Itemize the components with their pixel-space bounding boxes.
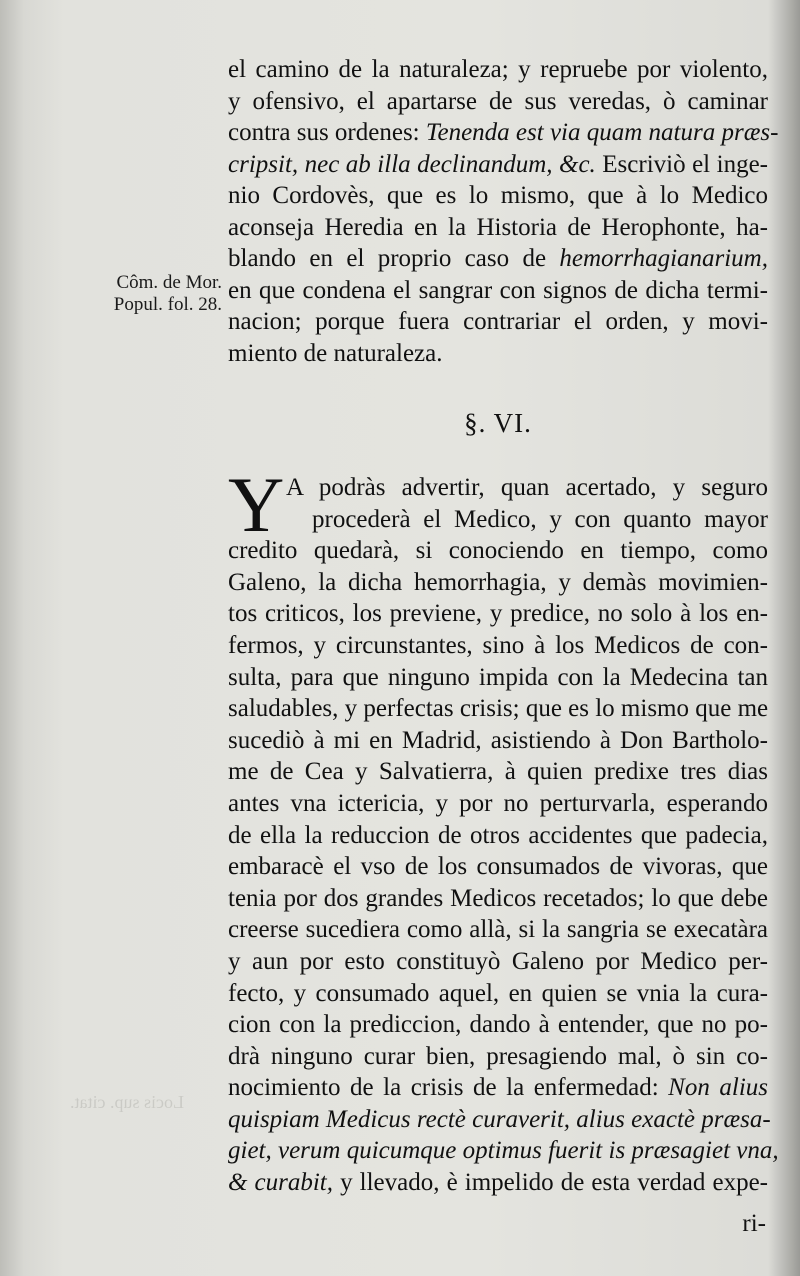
- text-line: contra sus ordenes: Tenenda est via quam natura præs-: [228, 119, 779, 146]
- text-line: el camino de la naturaleza; y repruebe por violento,: [228, 56, 768, 83]
- latin-quote: Tenenda est via quam natura præs-: [425, 119, 779, 146]
- text-line: & curabit, y llevado, è impelido de esta verdad expe-: [228, 1169, 768, 1197]
- text-line: miento de naturaleza.: [228, 339, 443, 367]
- catchword: ri-: [742, 1210, 766, 1237]
- text-line: cripsit, nec ab illa declinandum, &c. Escriviò el inge-: [228, 150, 768, 178]
- text-line: A podràs advertir, quan acertado, y seguro: [286, 474, 768, 501]
- text-line: tos criticos, los previene, y predice, no solo à los en-: [228, 600, 768, 628]
- margin-note: [92, 272, 222, 316]
- margin-note-line: Popul. fol. 28.: [113, 294, 222, 315]
- text-line: me de Cea y Salvatierra, à quien predixe tres dias: [228, 758, 768, 786]
- text-line: fermos, y circunstantes, sino à los Medicos de con-: [228, 631, 768, 659]
- margin-note-line: Côm. de Mor.: [116, 272, 222, 293]
- text-line: fecto, y consumado aquel, en quien se vnia la cura-: [228, 979, 768, 1007]
- text-line: sulta, para que ninguno impida con la Medecina tan: [228, 663, 768, 691]
- text-line: procederà el Medico, y con quanto mayor: [312, 505, 768, 533]
- section-heading: §. VI.: [464, 408, 532, 438]
- text-line: aconseja Heredia en la Historia de Herophonte, ha-: [228, 213, 768, 241]
- text-line: creerse sucediera como allà, si la sangria se execatàra: [228, 916, 768, 944]
- text-line: y ofensivo, el apartarse de sus veredas, ò caminar: [228, 87, 768, 115]
- text-line: antes vna ictericia, y por no perturvarla, esperando: [228, 789, 768, 817]
- text-line: giet, verum quicumque optimus fuerit is præsagiet vna,: [228, 1137, 779, 1165]
- text-line: Galeno, la dicha hemorrhagia, y demàs movimien-: [228, 568, 768, 596]
- latin-quote: & curabit,: [228, 1169, 333, 1197]
- text-line: blando en el proprio caso de hemorrhagianarium,: [228, 245, 768, 272]
- text-line: de ella la reduccion de otros accidentes que padecia,: [228, 821, 768, 849]
- text-line: quispiam Medicus rectè curaverit, alius exactè præsa-: [228, 1105, 771, 1133]
- bleed-through-text: Locis sup. citat.: [70, 1092, 184, 1112]
- paragraph-2: [228, 461, 779, 1199]
- text-line: saludables, y perfectas crisis; que es lo mismo que me: [228, 695, 769, 723]
- text-line: nio Cordovès, que es lo mismo, que à lo Medico: [228, 182, 768, 209]
- latin-quote: Non alius: [668, 1074, 768, 1102]
- text-line: en que condena el sangrar con signos de dicha termi-: [228, 276, 768, 304]
- text-line: drà ninguno curar bien, presagiendo mal, ò sin co-: [228, 1042, 768, 1070]
- text-line: credito quedarà, si conociendo en tiempo, como: [228, 537, 768, 565]
- text-line: tenia por dos grandes Medicos recetados; lo que debe: [228, 884, 768, 912]
- text-line: nacion; porque fuera contrariar el orden, y movi-: [228, 308, 768, 335]
- paragraph-1: [228, 54, 779, 369]
- latin-quote: cripsit, nec ab illa declinandum, &c.: [228, 150, 596, 178]
- drop-cap: Y: [228, 461, 285, 548]
- text-line: embaracè el vso de los consumados de vivoras, que: [228, 853, 768, 881]
- text-line: y aun por esto constituyò Galeno por Medico per-: [228, 947, 768, 975]
- latin-term: hemorrhagianarium,: [559, 245, 768, 272]
- text-line: nocimiento de la crisis de la enfermedad: Non alius: [228, 1074, 768, 1102]
- text-line: cion con la prediccion, dando à entender, que no po-: [228, 1011, 768, 1039]
- text-line: sucediò à mi en Madrid, asistiendo à Don Bartholo-: [228, 726, 768, 754]
